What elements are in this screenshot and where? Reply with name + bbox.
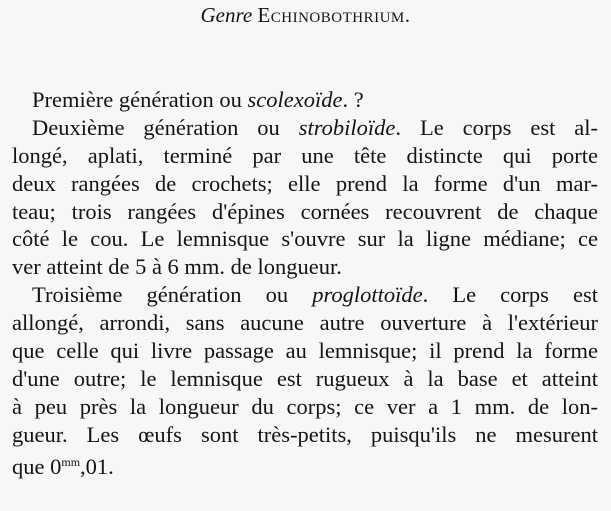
text-segment: ver atteint de 5 à 6 mm. de longueur. bbox=[12, 254, 342, 280]
text-segment: . Le corps est al- bbox=[395, 114, 598, 140]
heading-genus-word: Genre bbox=[200, 3, 253, 27]
text-segment: à peu près la longueur du corps; ce ver a 1 mm. de lon- bbox=[12, 393, 598, 419]
text-line bbox=[12, 225, 598, 253]
text-segment: que celle qui livre passage au lemnisque; il prend la forme bbox=[12, 338, 598, 364]
section-heading bbox=[0, 0, 611, 30]
text-line bbox=[12, 114, 598, 142]
italic-term: scolexoïde bbox=[247, 87, 343, 112]
text-line bbox=[12, 170, 598, 198]
text-line bbox=[12, 337, 598, 365]
text-line bbox=[12, 421, 598, 449]
text-line bbox=[12, 365, 598, 393]
text-segment: allongé, arrondi, sans aucune autre ouverture à l'extérieur bbox=[12, 310, 598, 336]
text-segment: . ? bbox=[342, 87, 364, 112]
text-segment: Deuxième génération ou bbox=[32, 114, 299, 140]
text-segment: teau; trois rangées d'épines cornées recouvrent de chaque bbox=[12, 198, 598, 224]
text-line bbox=[12, 86, 598, 114]
text-segment: que 0 bbox=[12, 453, 62, 479]
text-segment: ,01. bbox=[80, 453, 114, 479]
italic-term: strobiloïde bbox=[298, 114, 396, 140]
text-segment: . Le corps est bbox=[422, 282, 598, 308]
text-line bbox=[12, 281, 598, 309]
text-segment: longé, aplati, terminé par une tête distincte qui porte bbox=[12, 142, 598, 168]
text-line bbox=[12, 198, 598, 226]
heading-genus-name: Echinobothrium. bbox=[257, 3, 411, 27]
text-segment: deux rangées de crochets; elle prend la forme d'un mar- bbox=[12, 170, 598, 196]
italic-term: proglottoïde bbox=[312, 282, 423, 308]
text-line bbox=[12, 449, 598, 477]
text-segment: gueur. Les œufs sont très-petits, puisqu'ils ne mesurent bbox=[12, 421, 598, 447]
text-line bbox=[12, 309, 598, 337]
text-segment: Troisième génération ou bbox=[32, 282, 313, 308]
body-text bbox=[12, 86, 598, 479]
text-line bbox=[12, 393, 598, 421]
text-segment: d'une outre; le lemnisque est rugueux à la base et atteint bbox=[12, 365, 598, 391]
text-line bbox=[12, 142, 598, 170]
text-segment: mm bbox=[61, 454, 81, 469]
text-line bbox=[12, 253, 598, 281]
text-segment: Première génération ou bbox=[32, 87, 248, 112]
text-segment: côté le cou. Le lemnisque s'ouvre sur la ligne médiane; ce bbox=[12, 226, 598, 252]
